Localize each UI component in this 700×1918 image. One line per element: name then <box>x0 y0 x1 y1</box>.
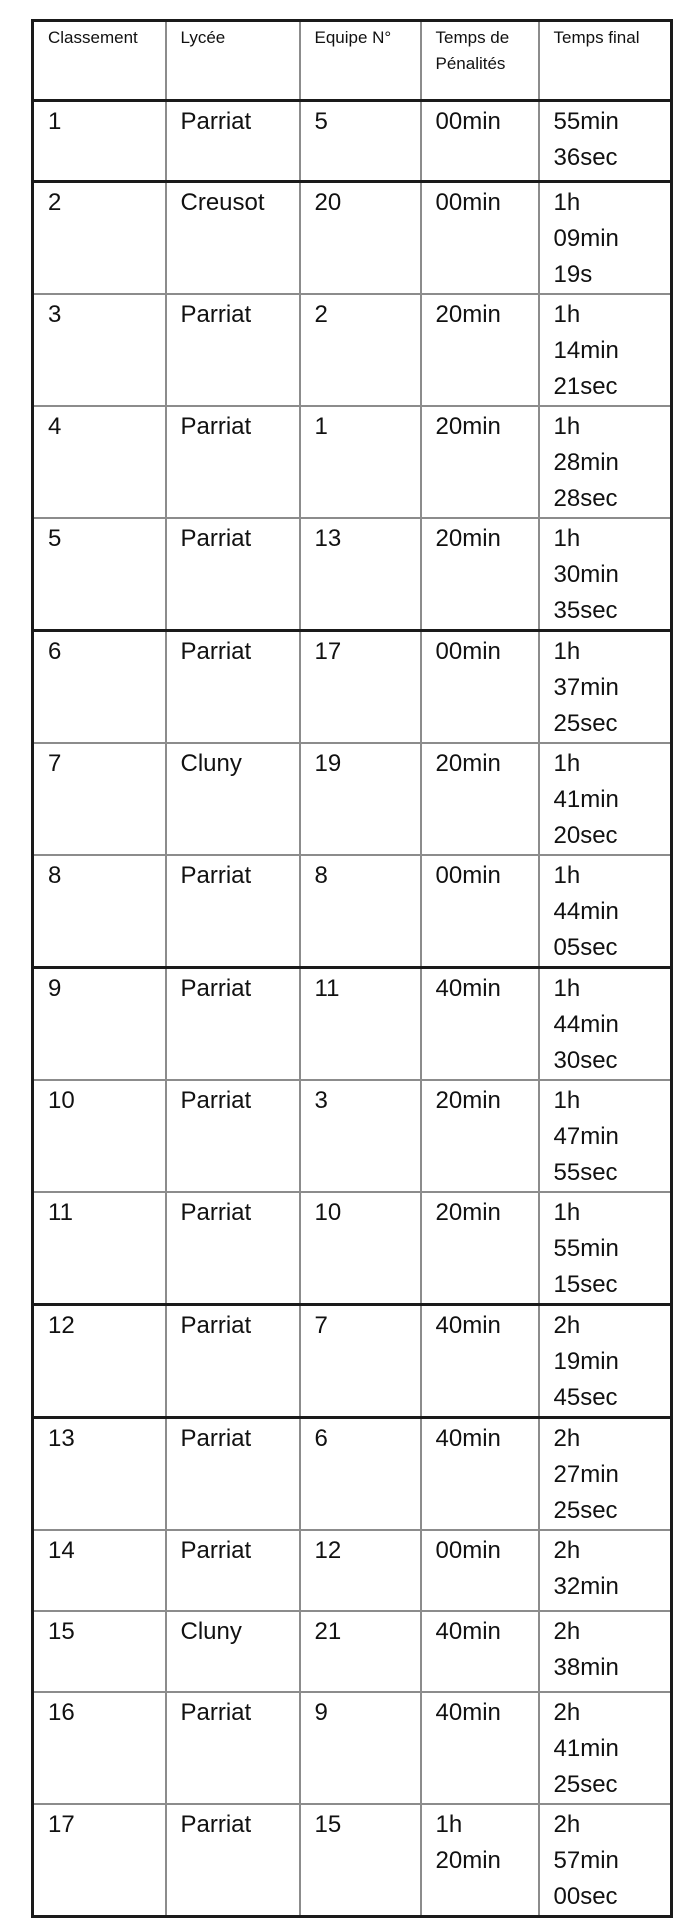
final-time-cell-line: 1h <box>553 189 581 216</box>
penalty-cell <box>421 406 539 518</box>
team-cell: 6 <box>300 1418 421 1531</box>
penalty-cell-line: 40min <box>435 1312 501 1339</box>
team-cell: 2 <box>300 294 421 406</box>
final-time-cell-line: 1h <box>553 525 581 552</box>
final-time-cell-line: 05sec <box>553 934 618 961</box>
penalty-cell-line: 00min <box>435 1537 501 1564</box>
final-time-cell-line: 28min <box>553 449 619 476</box>
penalty-cell-line: 00min <box>435 108 501 135</box>
final-time-cell-line: 55sec <box>553 1159 618 1186</box>
final-time-cell-line: 36sec <box>553 144 618 171</box>
final-time-cell-line: 2h <box>553 1699 581 1726</box>
penalty-cell-line: 00min <box>435 638 501 665</box>
final-time-cell-line: 25sec <box>553 1497 618 1524</box>
table-row <box>33 406 672 518</box>
table-row <box>33 101 672 182</box>
team-cell: 7 <box>300 1305 421 1418</box>
final-time-cell-line: 28sec <box>553 485 618 512</box>
rank-cell: 11 <box>33 1192 166 1305</box>
final-time-cell-line: 15sec <box>553 1271 618 1298</box>
final-time-cell-line: 25sec <box>553 1771 618 1798</box>
final-time-cell-line: 44min <box>553 1011 619 1038</box>
final-time-cell-line: 2h <box>553 1618 581 1645</box>
school-cell: Parriat <box>166 518 300 631</box>
table-row <box>33 743 672 855</box>
final-time-cell-line: 1h <box>553 1199 581 1226</box>
school-cell: Cluny <box>166 1611 300 1692</box>
header-penalty-line: Pénalités <box>435 54 506 73</box>
penalty-cell-line: 20min <box>435 413 501 440</box>
final-time-cell-line: 1h <box>553 413 581 440</box>
final-time-cell-line: 2h <box>553 1811 581 1838</box>
final-time-cell-line: 14min <box>553 337 619 364</box>
final-time-cell-line: 19s <box>553 261 593 288</box>
team-cell: 19 <box>300 743 421 855</box>
table-row <box>33 294 672 406</box>
rank-cell: 10 <box>33 1080 166 1192</box>
team-cell: 3 <box>300 1080 421 1192</box>
final-time-cell-line: 2h <box>553 1425 581 1452</box>
school-cell: Parriat <box>166 1692 300 1804</box>
penalty-cell <box>421 1080 539 1192</box>
table-row <box>33 1804 672 1917</box>
rank-cell: 8 <box>33 855 166 968</box>
final-time-cell <box>539 182 672 295</box>
school-cell: Parriat <box>166 1804 300 1917</box>
penalty-cell <box>421 743 539 855</box>
rank-cell: 17 <box>33 1804 166 1917</box>
penalty-cell <box>421 294 539 406</box>
rank-cell: 5 <box>33 518 166 631</box>
rank-cell: 12 <box>33 1305 166 1418</box>
table-row <box>33 1080 672 1192</box>
final-time-cell-line: 32min <box>553 1573 619 1600</box>
table-row <box>33 968 672 1081</box>
school-cell: Parriat <box>166 1530 300 1611</box>
penalty-cell <box>421 968 539 1081</box>
final-time-cell-line: 1h <box>553 1087 581 1114</box>
final-time-cell-line: 1h <box>553 638 581 665</box>
table-row <box>33 855 672 968</box>
team-cell: 13 <box>300 518 421 631</box>
final-time-cell-line: 44min <box>553 898 619 925</box>
final-time-cell <box>539 631 672 744</box>
rank-cell: 7 <box>33 743 166 855</box>
final-time-cell-line: 1h <box>553 301 581 328</box>
final-time-cell-line: 19min <box>553 1348 619 1375</box>
penalty-cell <box>421 182 539 295</box>
penalty-cell-line: 40min <box>435 1618 501 1645</box>
penalty-cell-line: 00min <box>435 862 501 889</box>
penalty-cell-line: 1h <box>435 1811 463 1838</box>
final-time-cell-line: 37min <box>553 674 619 701</box>
rank-cell: 9 <box>33 968 166 1081</box>
final-time-cell-line: 30sec <box>553 1047 618 1074</box>
table-row <box>33 182 672 295</box>
header-penalty-time <box>421 21 539 101</box>
table-row <box>33 1192 672 1305</box>
final-time-cell-line: 55min <box>553 108 619 135</box>
team-cell: 20 <box>300 182 421 295</box>
penalty-cell <box>421 1192 539 1305</box>
final-time-cell-line: 41min <box>553 786 619 813</box>
penalty-cell <box>421 1611 539 1692</box>
school-cell: Parriat <box>166 631 300 744</box>
final-time-cell <box>539 1418 672 1531</box>
final-time-cell-line: 2h <box>553 1537 581 1564</box>
final-time-cell-line: 57min <box>553 1847 619 1874</box>
rank-cell: 4 <box>33 406 166 518</box>
school-cell: Parriat <box>166 1080 300 1192</box>
penalty-cell-line: 20min <box>435 1199 501 1226</box>
header-school: Lycée <box>166 21 300 101</box>
team-cell: 5 <box>300 101 421 182</box>
final-time-cell-line: 1h <box>553 862 581 889</box>
final-time-cell <box>539 1305 672 1418</box>
final-time-cell-line: 1h <box>553 750 581 777</box>
penalty-cell <box>421 1692 539 1804</box>
final-time-cell <box>539 1192 672 1305</box>
school-cell: Parriat <box>166 406 300 518</box>
penalty-cell-line: 40min <box>435 975 501 1002</box>
team-cell: 10 <box>300 1192 421 1305</box>
final-time-cell-line: 00sec <box>553 1883 618 1910</box>
final-time-cell <box>539 1611 672 1692</box>
final-time-cell <box>539 1530 672 1611</box>
table-row <box>33 1305 672 1418</box>
penalty-cell <box>421 101 539 182</box>
table-row <box>33 631 672 744</box>
table-row <box>33 1418 672 1531</box>
header-row <box>33 21 672 101</box>
header-penalty-line: Temps de <box>435 28 510 47</box>
penalty-cell-line: 20min <box>435 1087 501 1114</box>
penalty-cell-line: 20min <box>435 1847 501 1874</box>
penalty-cell-line: 00min <box>435 189 501 216</box>
final-time-cell-line: 21sec <box>553 373 618 400</box>
final-time-cell <box>539 1080 672 1192</box>
final-time-cell-line: 35sec <box>553 597 618 624</box>
penalty-cell <box>421 855 539 968</box>
rank-cell: 6 <box>33 631 166 744</box>
penalty-cell <box>421 1418 539 1531</box>
header-team: Equipe N° <box>300 21 421 101</box>
team-cell: 15 <box>300 1804 421 1917</box>
final-time-cell <box>539 518 672 631</box>
school-cell: Parriat <box>166 1418 300 1531</box>
school-cell: Parriat <box>166 294 300 406</box>
final-time-cell <box>539 406 672 518</box>
table-row <box>33 1530 672 1611</box>
final-time-cell <box>539 855 672 968</box>
final-time-cell <box>539 294 672 406</box>
penalty-cell-line: 40min <box>435 1699 501 1726</box>
final-time-cell-line: 55min <box>553 1235 619 1262</box>
penalty-cell <box>421 1305 539 1418</box>
team-cell: 21 <box>300 1611 421 1692</box>
header-rank: Classement <box>33 21 166 101</box>
penalty-cell <box>421 631 539 744</box>
final-time-cell <box>539 743 672 855</box>
school-cell: Parriat <box>166 855 300 968</box>
rank-cell: 1 <box>33 101 166 182</box>
final-time-cell-line: 47min <box>553 1123 619 1150</box>
final-time-cell <box>539 1692 672 1804</box>
school-cell: Parriat <box>166 1192 300 1305</box>
team-cell: 1 <box>300 406 421 518</box>
final-time-cell-line: 38min <box>553 1654 619 1681</box>
penalty-cell-line: 20min <box>435 750 501 777</box>
penalty-cell-line: 40min <box>435 1425 501 1452</box>
results-table <box>31 19 673 1918</box>
penalty-cell <box>421 1804 539 1917</box>
penalty-cell <box>421 518 539 631</box>
penalty-cell-line: 20min <box>435 301 501 328</box>
rank-cell: 16 <box>33 1692 166 1804</box>
final-time-cell-line: 1h <box>553 975 581 1002</box>
rank-cell: 15 <box>33 1611 166 1692</box>
final-time-cell-line: 20sec <box>553 822 618 849</box>
team-cell: 8 <box>300 855 421 968</box>
final-time-cell-line: 09min <box>553 225 619 252</box>
school-cell: Creusot <box>166 182 300 295</box>
school-cell: Cluny <box>166 743 300 855</box>
final-time-cell-line: 41min <box>553 1735 619 1762</box>
final-time-cell-line: 30min <box>553 561 619 588</box>
team-cell: 12 <box>300 1530 421 1611</box>
final-time-cell-line: 25sec <box>553 710 618 737</box>
penalty-cell-line: 20min <box>435 525 501 552</box>
team-cell: 11 <box>300 968 421 1081</box>
penalty-cell <box>421 1530 539 1611</box>
team-cell: 17 <box>300 631 421 744</box>
school-cell: Parriat <box>166 968 300 1081</box>
rank-cell: 3 <box>33 294 166 406</box>
final-time-cell-line: 2h <box>553 1312 581 1339</box>
results-body <box>33 101 672 1917</box>
table-row <box>33 1611 672 1692</box>
rank-cell: 13 <box>33 1418 166 1531</box>
final-time-cell-line: 45sec <box>553 1384 618 1411</box>
school-cell: Parriat <box>166 101 300 182</box>
table-row <box>33 518 672 631</box>
final-time-cell-line: 27min <box>553 1461 619 1488</box>
table-row <box>33 1692 672 1804</box>
final-time-cell <box>539 1804 672 1917</box>
header-final-time: Temps final <box>539 21 672 101</box>
school-cell: Parriat <box>166 1305 300 1418</box>
rank-cell: 14 <box>33 1530 166 1611</box>
final-time-cell <box>539 968 672 1081</box>
final-time-cell <box>539 101 672 182</box>
team-cell: 9 <box>300 1692 421 1804</box>
rank-cell: 2 <box>33 182 166 295</box>
